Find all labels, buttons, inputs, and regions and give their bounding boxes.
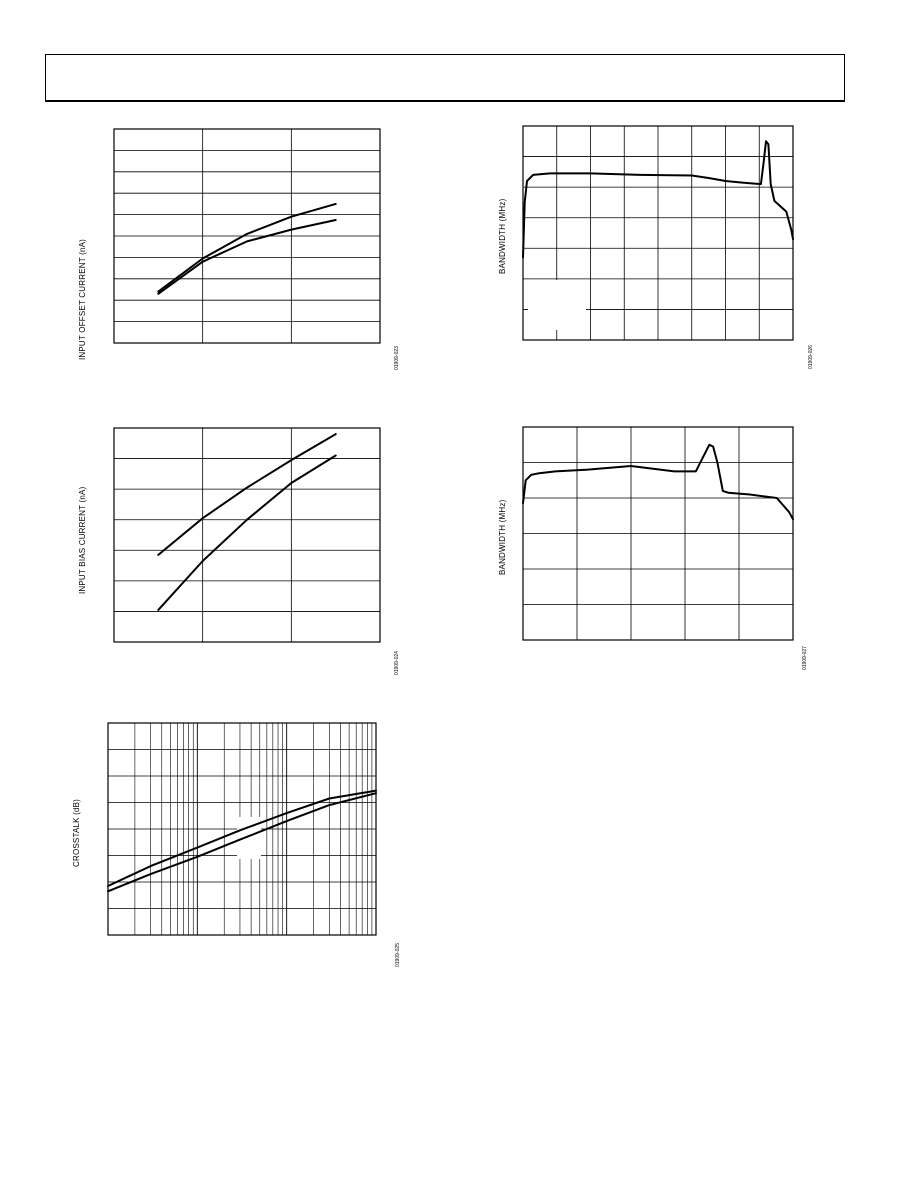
chart-crosstalk-svg	[65, 715, 415, 975]
y-axis-label: BANDWIDTH (MHz)	[498, 499, 507, 575]
chart-bias-svg	[70, 420, 415, 678]
series-line-1	[523, 445, 793, 520]
chart-input-offset-current	[70, 120, 415, 375]
chart-offset-svg	[70, 120, 415, 375]
y-axis-label: CROSSTALK (dB)	[72, 799, 81, 867]
series-line-1	[158, 434, 335, 555]
blank-annotation-area	[528, 280, 586, 330]
chart-bandwidth-middle	[490, 420, 835, 678]
plot-area	[108, 723, 376, 935]
figure-id: 01909-026	[808, 345, 814, 369]
plot-area	[523, 427, 793, 640]
figure-id: 01909-024	[394, 651, 400, 675]
y-axis-label: INPUT BIAS CURRENT (nA)	[78, 486, 87, 594]
plot-area	[114, 428, 380, 642]
chart-bandwidth-top	[490, 117, 835, 377]
plot-area	[523, 126, 793, 340]
figure-id: 01909-027	[802, 646, 808, 670]
y-axis-label: INPUT OFFSET CURRENT (nA)	[78, 238, 87, 360]
figure-id: 01909-023	[394, 346, 400, 370]
series-line-2	[158, 220, 335, 294]
plot-frame	[114, 428, 380, 642]
page-header-box	[45, 54, 845, 102]
chart-crosstalk	[65, 715, 415, 975]
y-axis-label: BANDWIDTH (MHz)	[498, 198, 507, 274]
figure-id: 01909-025	[395, 943, 401, 967]
plot-area	[114, 129, 380, 343]
chart-bandwidth-top-svg	[490, 117, 835, 377]
chart-bandwidth-middle-svg	[490, 420, 835, 678]
chart-input-bias-current	[70, 420, 415, 678]
